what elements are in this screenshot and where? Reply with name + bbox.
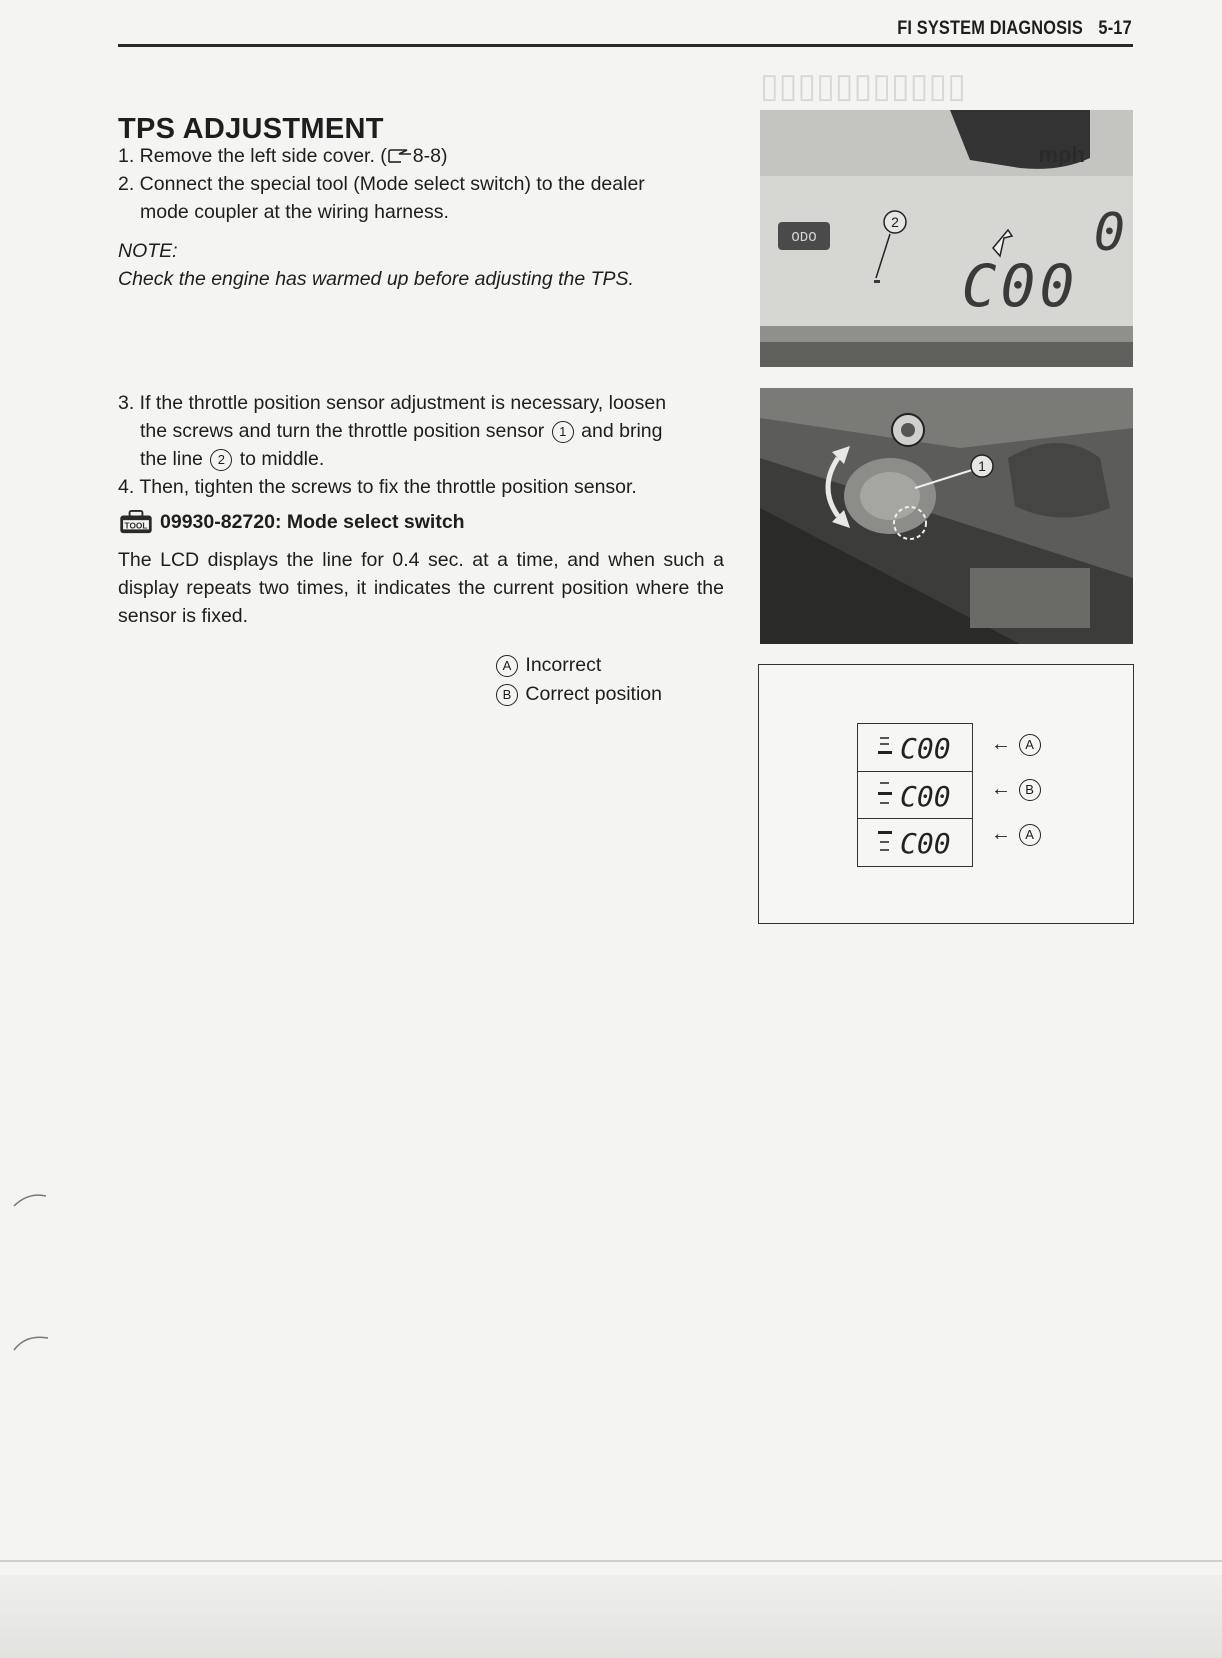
special-tool-label: 09930-82720: Mode select switch xyxy=(160,510,465,533)
section-title: TPS ADJUSTMENT xyxy=(118,113,384,145)
diagram-label-row-3 xyxy=(991,823,1043,846)
step-1: 1. Remove the left side cover. ( 8-8) xyxy=(118,145,448,167)
diagram-label-row-1 xyxy=(991,733,1043,756)
legend-a-icon: A xyxy=(496,655,518,677)
running-header xyxy=(897,18,1132,40)
page-bottom-shading xyxy=(0,1575,1222,1658)
step-2-line-2: mode coupler at the wiring harness. xyxy=(140,201,449,223)
lcd-display-photo xyxy=(760,110,1133,367)
tool-box-icon xyxy=(118,510,154,534)
special-tool-line xyxy=(118,510,465,534)
lcd-unit-label: mph xyxy=(1038,142,1085,167)
legend-b-icon: B xyxy=(496,684,518,706)
note-label: NOTE: xyxy=(118,240,178,262)
steps-3-4 xyxy=(118,389,724,501)
lcd-marker-2: 2 xyxy=(891,214,899,230)
step-3-line-1: 3. If the throttle position sensor adjustment is necessary, loosen xyxy=(118,392,667,414)
legend-incorrect: A Incorrect xyxy=(494,654,601,677)
photo-marker-1: 1 xyxy=(978,458,986,474)
hole-punch-mark xyxy=(10,1190,50,1210)
lcd-code-readout: C00 xyxy=(961,252,1079,320)
note-text: Check the engine has warmed up before adjusting the TPS. xyxy=(118,268,634,290)
header-section: FI SYSTEM DIAGNOSIS xyxy=(897,18,1084,39)
bleed-through-decoration: ▯▯▯▯▯▯▯▯▯▯▯ xyxy=(760,67,966,105)
svg-text:C00: C00 xyxy=(900,780,951,813)
svg-text:C00: C00 xyxy=(900,827,951,860)
svg-text:TOOL: TOOL xyxy=(124,520,148,531)
left-arrow-icon: ← xyxy=(991,823,1011,845)
lcd-row xyxy=(858,818,972,865)
description-paragraph: The LCD displays the line for 0.4 sec. at a time, and when such a display repeats two times, it indicates the current position where the sensor is fixed. xyxy=(118,549,724,627)
left-arrow-icon: ← xyxy=(991,778,1011,800)
lcd-photo-image xyxy=(760,110,1133,367)
page-bottom-edge xyxy=(0,1560,1222,1562)
steps-1-2 xyxy=(118,142,724,226)
reference-pointer-icon xyxy=(387,148,413,164)
lcd-position-diagram xyxy=(758,664,1134,924)
diagram-b-icon: B xyxy=(1019,779,1041,801)
header-page-number: 5-17 xyxy=(1098,18,1132,39)
lcd-row xyxy=(858,724,972,770)
step-4: 4. Then, tighten the screws to fix the throttle position sensor. xyxy=(118,476,637,498)
step-3-line-2: the screws and turn the throttle position sensor 1 and bring xyxy=(140,420,663,442)
lcd-row xyxy=(858,771,972,818)
header-rule xyxy=(118,44,1133,47)
marker-2-icon: 2 xyxy=(210,449,232,471)
legend-correct: B Correct position xyxy=(494,683,662,706)
step-2-line-1: 2. Connect the special tool (Mode select switch) to the dealer xyxy=(118,173,645,195)
hole-punch-mark xyxy=(10,1330,50,1354)
step-3-line-3: the line 2 to middle. xyxy=(140,448,325,470)
marker-1-icon: 1 xyxy=(552,421,574,443)
lcd-odo-label: ODO xyxy=(791,230,817,246)
diagram-a-icon: A xyxy=(1019,824,1041,846)
svg-text:C00: C00 xyxy=(900,732,951,765)
diagram-label-row-2 xyxy=(991,778,1043,801)
diagram-a-icon: A xyxy=(1019,734,1041,756)
left-arrow-icon: ← xyxy=(991,733,1011,755)
engine-photo-image xyxy=(760,388,1133,644)
throttle-body-photo xyxy=(760,388,1133,644)
lcd-diagram-box xyxy=(857,723,973,867)
lcd-top-digit: 0 xyxy=(1093,203,1125,263)
